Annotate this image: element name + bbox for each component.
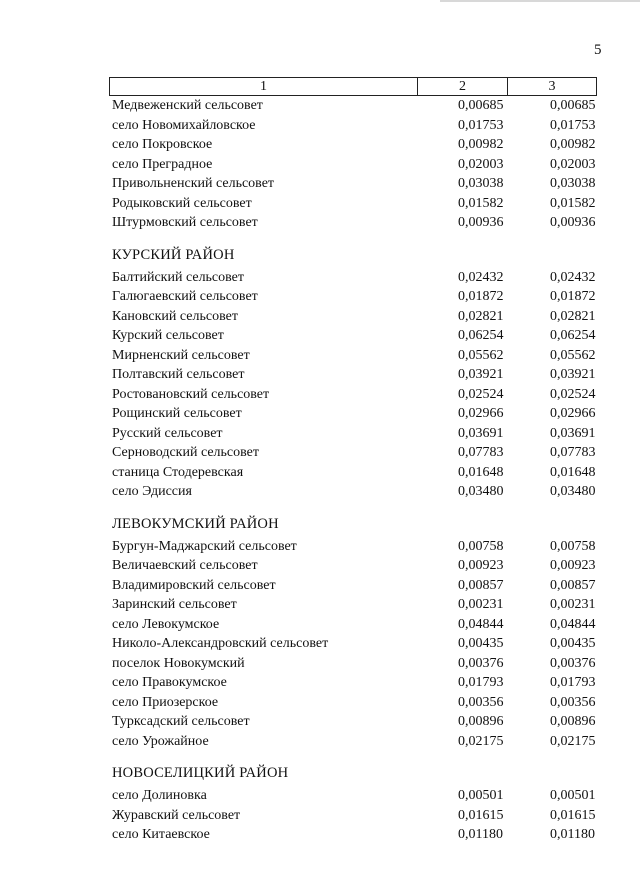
row-value-col-2: 0,01793 (458, 675, 504, 690)
table-body (112, 96, 602, 845)
row-value-col-2: 0,00896 (458, 714, 504, 729)
row-name: Родыковский сельсовет (112, 195, 252, 211)
row-value-col-2: 0,02524 (458, 386, 504, 402)
row-name: Журавский сельсовет (112, 807, 241, 823)
row-value-col-2: 0,01180 (458, 827, 503, 842)
row-value-col-2: 0,03038 (458, 176, 504, 191)
table-row (112, 174, 602, 194)
table-row (112, 806, 602, 826)
row-name: Балтийский сельсовет (112, 269, 245, 285)
row-value-col-3: 0,02821 (550, 308, 596, 324)
row-name: Кановский сельсовет (112, 308, 238, 324)
row-value-col-3: 0,00376 (550, 655, 596, 671)
table-row (112, 326, 602, 346)
page-number: 5 (594, 42, 602, 58)
row-name: село Новомихайловское (112, 117, 256, 133)
row-name: станица Стодеревская (112, 464, 244, 480)
header-col-2: 2 (418, 78, 508, 95)
section-heading: КУРСКИЙ РАЙОН (112, 246, 235, 263)
row-value-col-2: 0,01753 (458, 117, 504, 133)
table-row (112, 615, 602, 635)
table-row (112, 576, 602, 596)
row-value-col-2: 0,01582 (458, 195, 504, 211)
row-value-col-2: 0,03480 (458, 484, 504, 499)
row-value-col-2: 0,01615 (458, 807, 504, 823)
row-value-col-3: 0,00982 (550, 137, 596, 152)
row-value-col-3: 0,02524 (550, 386, 596, 402)
row-name: село Правокумское (112, 675, 227, 690)
row-value-col-3: 0,01582 (550, 195, 596, 211)
row-value-col-2: 0,07783 (458, 445, 504, 460)
row-value-col-2: 0,00857 (458, 577, 504, 593)
row-value-col-3: 0,00758 (550, 538, 596, 554)
table-row (112, 654, 602, 674)
section-heading: НОВОСЕЛИЦКИЙ РАЙОН (112, 765, 289, 781)
row-value-col-2: 0,03691 (458, 425, 504, 441)
table-row (112, 404, 602, 424)
row-name: Полтавский сельсовет (112, 367, 245, 382)
row-value-col-3: 0,00936 (550, 215, 596, 230)
row-value-col-3: 0,02175 (550, 733, 596, 749)
table-row (112, 482, 602, 502)
row-name: село Покровское (112, 137, 213, 152)
row-value-col-3: 0,05562 (550, 347, 596, 363)
row-value-col-3: 0,03038 (550, 176, 596, 191)
row-name: Курский сельсовет (112, 328, 224, 343)
scan-edge-line (440, 0, 640, 2)
row-value-col-3: 0,02966 (550, 406, 596, 421)
table-row (112, 213, 602, 233)
row-value-col-3: 0,00231 (550, 597, 596, 612)
row-value-col-3: 0,02003 (550, 156, 596, 172)
table-row (112, 595, 602, 615)
row-name: село Преградное (112, 156, 213, 172)
row-value-col-2: 0,02175 (458, 733, 504, 749)
table-row (112, 556, 602, 576)
table-row (112, 287, 602, 307)
row-value-col-3: 0,03691 (550, 425, 596, 441)
table-row (112, 346, 602, 366)
table-row (112, 385, 602, 405)
row-value-col-3: 0,02432 (550, 269, 596, 285)
row-value-col-3: 0,03480 (550, 484, 596, 499)
row-value-col-2: 0,03921 (458, 367, 504, 382)
row-value-col-3: 0,07783 (550, 445, 596, 460)
row-value-col-2: 0,02966 (458, 406, 504, 421)
row-name: Русский сельсовет (112, 425, 223, 441)
row-value-col-2: 0,00923 (458, 558, 504, 573)
row-name: село Долиновка (112, 788, 207, 803)
row-value-col-3: 0,01648 (550, 464, 596, 480)
row-name: Штурмовский сельсовет (112, 215, 258, 230)
table-row (112, 634, 602, 654)
row-value-col-3: 0,00501 (550, 788, 596, 803)
table-row (112, 443, 602, 463)
row-name: Привольненский сельсовет (112, 176, 275, 191)
row-value-col-2: 0,06254 (458, 328, 504, 343)
row-value-col-2: 0,04844 (458, 616, 504, 632)
header-col-1: 1 (110, 78, 418, 95)
row-name: Рощинский сельсовет (112, 406, 242, 421)
row-value-col-3: 0,01615 (550, 807, 596, 823)
row-name: село Левокумское (112, 616, 220, 632)
row-name: Турксадский сельсовет (112, 714, 250, 729)
table-header (109, 77, 597, 96)
row-value-col-3: 0,00923 (550, 558, 596, 573)
row-name: Медвеженский сельсовет (112, 98, 263, 113)
row-value-col-2: 0,00376 (458, 655, 504, 671)
table-row (112, 537, 602, 557)
row-value-col-2: 0,00685 (458, 98, 504, 113)
row-name: Ростовановский сельсовет (112, 386, 270, 402)
row-value-col-2: 0,00501 (458, 788, 504, 803)
row-name: Серноводский сельсовет (112, 445, 259, 460)
row-value-col-3: 0,00857 (550, 577, 596, 593)
table-row (112, 732, 602, 752)
table-row (112, 268, 602, 288)
row-value-col-3: 0,00896 (550, 714, 596, 729)
table-row (112, 307, 602, 327)
row-name: Мирненский сельсовет (112, 347, 250, 363)
row-name: Бургун-Маджарский сельсовет (112, 538, 297, 554)
table-row (112, 116, 602, 136)
row-value-col-2: 0,05562 (458, 347, 504, 363)
row-value-col-2: 0,00356 (458, 694, 504, 710)
row-value-col-2: 0,00231 (458, 597, 504, 612)
section-heading: ЛЕВОКУМСКИЙ РАЙОН (112, 515, 279, 532)
row-value-col-2: 0,00435 (458, 636, 504, 651)
header-col-3: 3 (548, 79, 556, 94)
row-value-col-3: 0,00685 (550, 98, 596, 113)
row-name: Величаевский сельсовет (112, 558, 258, 573)
row-value-col-3: 0,00356 (550, 694, 596, 710)
row-name: поселок Новокумский (112, 655, 245, 671)
table-row (112, 712, 602, 732)
row-value-col-3: 0,01753 (550, 117, 596, 133)
row-value-col-3: 0,01793 (550, 675, 596, 690)
table-row (112, 96, 602, 116)
row-value-col-2: 0,01872 (458, 289, 504, 304)
row-value-col-2: 0,00982 (458, 137, 504, 152)
table-row (112, 424, 602, 444)
row-value-col-3: 0,01180 (550, 827, 595, 842)
row-value-col-2: 0,02821 (458, 308, 504, 324)
table-row (112, 786, 602, 806)
row-name: село Эдиссия (112, 484, 192, 499)
table-row (112, 463, 602, 483)
row-name: Заринский сельсовет (112, 597, 237, 612)
row-value-col-2: 0,00758 (458, 538, 504, 554)
table-row (112, 194, 602, 214)
row-name: Николо-Александровский сельсовет (112, 636, 329, 651)
row-value-col-3: 0,06254 (550, 328, 596, 343)
row-name: Владимировский сельсовет (112, 577, 276, 593)
row-name: село Китаевское (112, 827, 210, 842)
row-value-col-2: 0,02003 (458, 156, 504, 172)
table-row (112, 825, 602, 845)
table-row (112, 155, 602, 175)
table-row (112, 365, 602, 385)
row-value-col-3: 0,00435 (550, 636, 596, 651)
row-name: Галюгаевский сельсовет (112, 289, 258, 304)
row-value-col-3: 0,04844 (550, 616, 596, 632)
row-value-col-3: 0,01872 (550, 289, 596, 304)
table-row (112, 135, 602, 155)
row-name: село Приозерское (112, 694, 219, 710)
row-value-col-2: 0,01648 (458, 464, 504, 480)
row-name: село Урожайное (112, 733, 209, 749)
row-value-col-3: 0,03921 (550, 367, 596, 382)
row-value-col-2: 0,00936 (458, 215, 504, 230)
table-row (112, 693, 602, 713)
table-row (112, 673, 602, 693)
row-value-col-2: 0,02432 (458, 269, 504, 285)
